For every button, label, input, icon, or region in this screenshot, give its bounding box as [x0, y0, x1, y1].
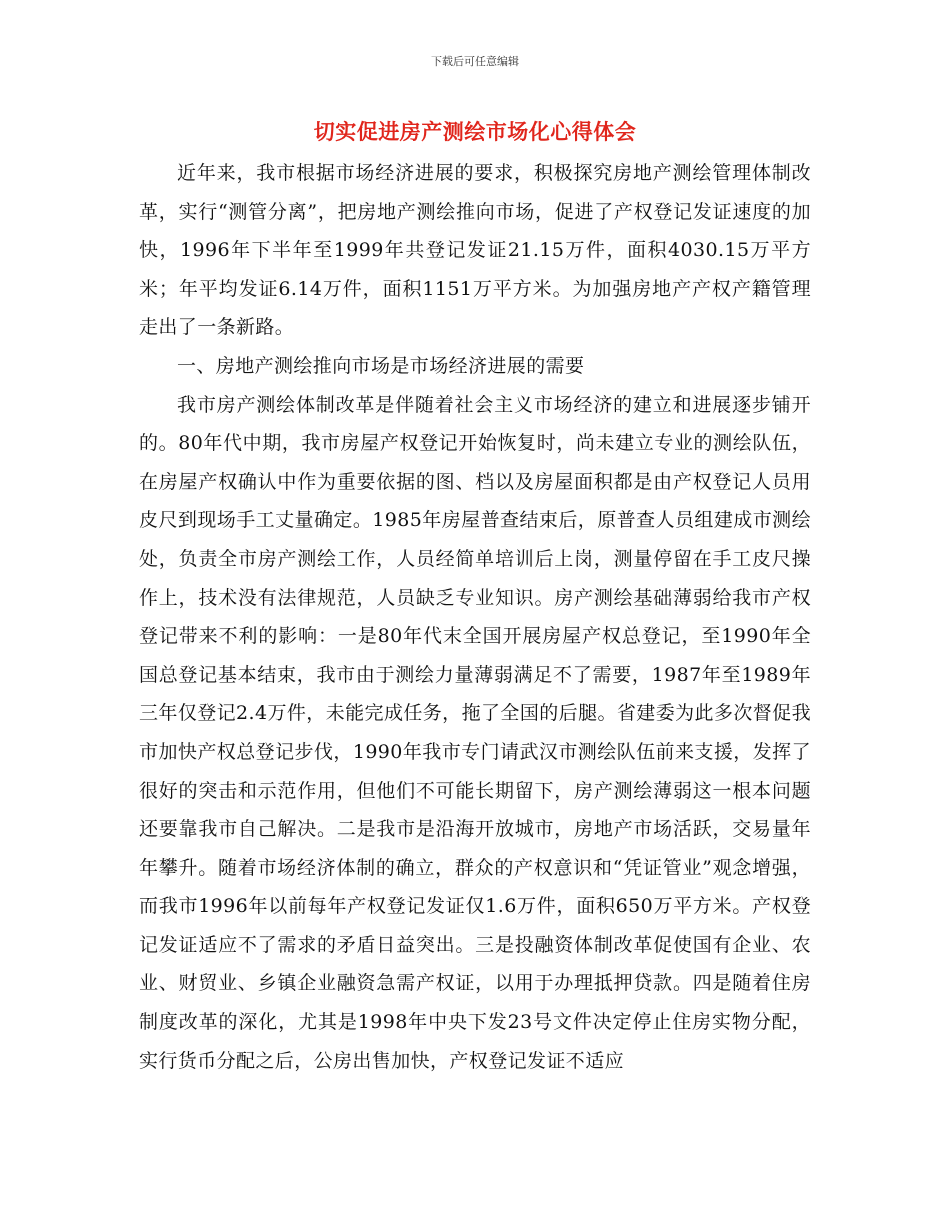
page-header-note: 下载后可任意编辑	[431, 55, 519, 68]
document-body	[139, 154, 811, 1080]
paragraph-section-1: 我市房产测绘体制改革是伴随着社会主义市场经济的建立和进展逐步铺开的。80年代中期，我市房屋产权登记开始恢复时，尚未建立专业的测绘队伍，在房屋产权确认中作为重要依据的图、档以及房屋面积都是由产权登记人员用皮尺到现场手工丈量确定。1985年房屋普查结束后，原普查人员组建成市测绘处，负责全市房产测绘工作，人员经简单培训后上岗，测量停留在手工皮尺操作上，技术没有法律规范，人员缺乏专业知识。房产测绘基础薄弱给我市产权登记带来不利的影响：一是80年代末全国开展房屋产权总登记，至1990年全国总登记基本结束，我市由于测绘力量薄弱满足不了需要，1987年至1989年三年仅登记2.4万件，未能完成任务，拖了全国的后腿。省建委为此多次督促我市加快产权总登记步伐，1990年我市专门请武汉市测绘队伍前来支援，发挥了很好的突击和示范作用，但他们不可能长期留下，房产测绘薄弱这一根本问题还要靠我市自己解决。二是我市是沿海开放城市，房地产市场活跃，交易量年年攀升。随着市场经济体制的确立，群众的产权意识和“凭证管业”观念增强，而我市1996年以前每年产权登记发证仅1.6万件，面积650万平方米。产权登记发证适应不了需求的矛盾日益突出。三是投融资体制改革促使国有企业、农业、财贸业、乡镇企业融资急需产权证，以用于办理抵押贷款。四是随着住房制度改革的深化，尤其是1998年中央下发23号文件决定停止住房实物分配，实行货币分配之后，公房出售加快，产权登记发证不适应	[139, 393, 811, 1072]
paragraph-intro: 近年来，我市根据市场经济进展的要求，积极探究房地产测绘管理体制改革，实行“测管分离”，把房地产测绘推向市场，促进了产权登记发证速度的加快，1996年下半年至1999年共登记发证21.15万件，面积4030.15万平方米；年平均发证6.14万件，面积1151万平方米。为加强房地产产权产籍管理走出了一条新路。	[139, 162, 811, 339]
section-heading-1: 一、房地产测绘推向市场是市场经济进展的需要	[177, 354, 585, 377]
document-title: 切实促进房产测绘市场化心得体会	[313, 120, 637, 144]
